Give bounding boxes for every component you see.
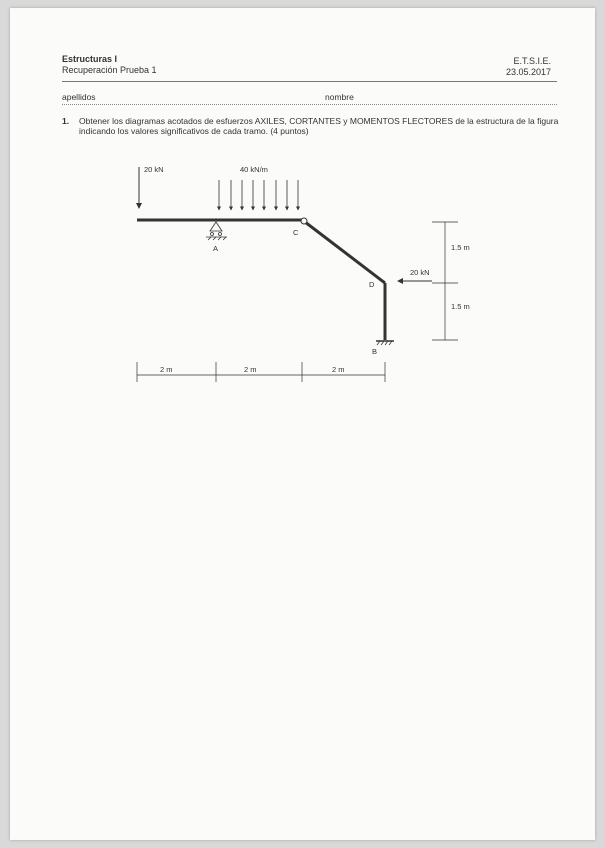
node-c-label: C xyxy=(293,228,299,237)
question-text: Obtener los diagramas acotados de esfuerzos AXILES, CORTANTES y MOMENTOS FLECTORES de la estructura de la figura indicando los valores significativos de cada tramo. (4 puntos) xyxy=(79,116,559,136)
exam-subtitle: Recuperación Prueba 1 xyxy=(62,65,157,75)
support-a xyxy=(206,222,227,240)
height-bottom-label: 1.5 m xyxy=(451,302,470,311)
span-2-label: 2 m xyxy=(244,365,257,374)
vertical-dimension xyxy=(432,222,458,340)
span-1-label: 2 m xyxy=(160,365,173,374)
node-a-label: A xyxy=(213,244,219,253)
distributed-load-label: 40 kN/m xyxy=(240,165,268,174)
node-b-label: B xyxy=(372,347,378,356)
exam-date: 23.05.2017 xyxy=(505,67,551,77)
horizontal-dimension xyxy=(137,362,385,382)
hinge-c xyxy=(301,218,307,224)
question-number: 1. xyxy=(62,116,70,126)
inclined-member xyxy=(305,222,385,283)
height-top-label: 1.5 m xyxy=(451,243,470,252)
point-load-label: 20 kN xyxy=(144,165,164,174)
school-name: E.T.S.I.E. xyxy=(513,56,551,66)
span-3-label: 2 m xyxy=(332,365,345,374)
course-title: Estructuras I xyxy=(62,54,118,64)
surname-label: apellidos xyxy=(62,92,96,102)
support-b xyxy=(376,341,394,345)
name-label: nombre xyxy=(325,92,354,102)
distributed-load xyxy=(219,180,298,210)
node-d-label: D xyxy=(369,280,375,289)
horizontal-load-label: 20 kN xyxy=(410,268,430,277)
